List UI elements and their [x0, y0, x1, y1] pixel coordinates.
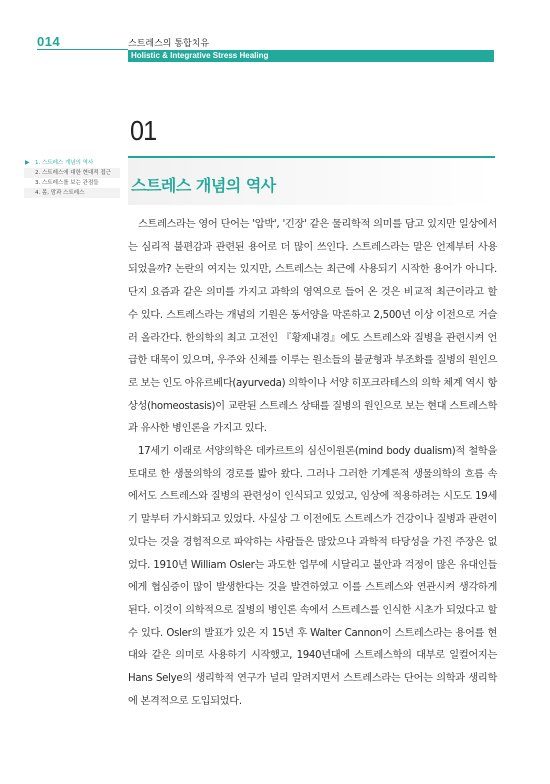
toc-item-4[interactable]: [24, 188, 120, 198]
arrow-right-icon: ▶: [25, 159, 30, 166]
running-title: 스트레스의 통합치유: [128, 39, 210, 49]
chapter-heading: 스트레스 개념의 역사: [131, 176, 276, 195]
toc-item-label: 2. 스트레스에 대한 현대적 접근: [35, 170, 111, 176]
toc-item-3[interactable]: [24, 178, 120, 188]
body-paragraph: 스트레스라는 영어 단어는 '압박', '긴장' 같은 물리학적 의미를 담고 있지만 일상에서는 심리적 불편감과 관련된 용어로 더 많이 쓰인다. 스트레스라는 말은 언제부터 사용되었을까? 논란의 여지는 있지만, 스트레스는 최근에 사용되기 시작한 용어가 아니다. 단지 요즘과 같은 의미를 가지고 과학의 영역으로 들어 온 것은 비교적 최근이라고 할 수 있다. 스트레스라는 개념의 기원은 동서양을 막론하고 2,500년 이상 이전으로 거슬러 올라간다. 한의학의 최고 고전인 『황제내경』에도 스트레스와 질병을 관련시켜 언급한 대목이 있으며, 우주와 신체를 이루는 원소들의 불균형과 부조화를 질병의 원인으로 보는 인도 아유르베다(ayurveda) 의학이나 서양 히포크라테스의 의학 체계 역시 항상성(homeostasis)이 교란된 스트레스 상태를 질병의 원인으로 보는 현대 스트레스학과 유사한 병인론을 가지고 있다.: [128, 219, 497, 435]
header-rule: [37, 49, 128, 50]
toc-item-label: 4. 몸, 맘과 스트레스: [35, 190, 85, 196]
body-paragraph: 17세기 이래로 서양의학은 데카르트의 심신이원론(mind body dualism)적 철학을 토대로 한 생물의학의 경로를 밟아 왔다. 그러나 그러한 기계론적 생물의학의 흐름 속에서도 스트레스와 질병의 관련성이 인식되고 있었고, 임상에 적용하려는 시도도 19세기 말부터 가시화되고 있었다. 사실상 그 이전에도 스트레스가 건강이나 질병과 관련이 있다는 것을 경험적으로 파악하는 사람들은 많았으나 과학적 타당성을 가진 주장은 없었다. 1910년 William Osler는 과도한 업무에 시달리고 불안과 걱정이 많은 유대인들에게 협심증이 많이 발생한다는 것을 발견하였고 이를 스트레스와 연관시켜 생각하게 된다. 이것이 의학적으로 질병의 병인론 속에서 스트레스를 인식한 시초가 되었다고 할 수 있다. Osler의 발표가 있은 지 15년 후 Walter Cannon이 스트레스라는 용어를 현대와 같은 의미로 사용하기 시작했고, 1940년대에 스트레스학의 대부로 일컬어지는 Hans Selye의 생리학적 연구가 널리 알려지면서 스트레스라는 단어는 의학과 생리학에 본격적으로 도입되었다.: [128, 446, 497, 707]
toc-item-2[interactable]: [24, 168, 120, 178]
toc-item-1[interactable]: [24, 158, 120, 168]
body-text: [128, 214, 497, 713]
page-number: 014: [37, 34, 61, 49]
toc-item-label: 1. 스트레스 개념의 역사: [35, 160, 94, 166]
toc-item-label: 3. 스트레스를 보는 관점들: [35, 180, 99, 186]
english-title-band: [128, 50, 494, 62]
section-toc: [24, 158, 120, 198]
english-title: Holistic & Integrative Stress Healing: [131, 51, 269, 60]
chapter-number: 01: [130, 115, 157, 146]
